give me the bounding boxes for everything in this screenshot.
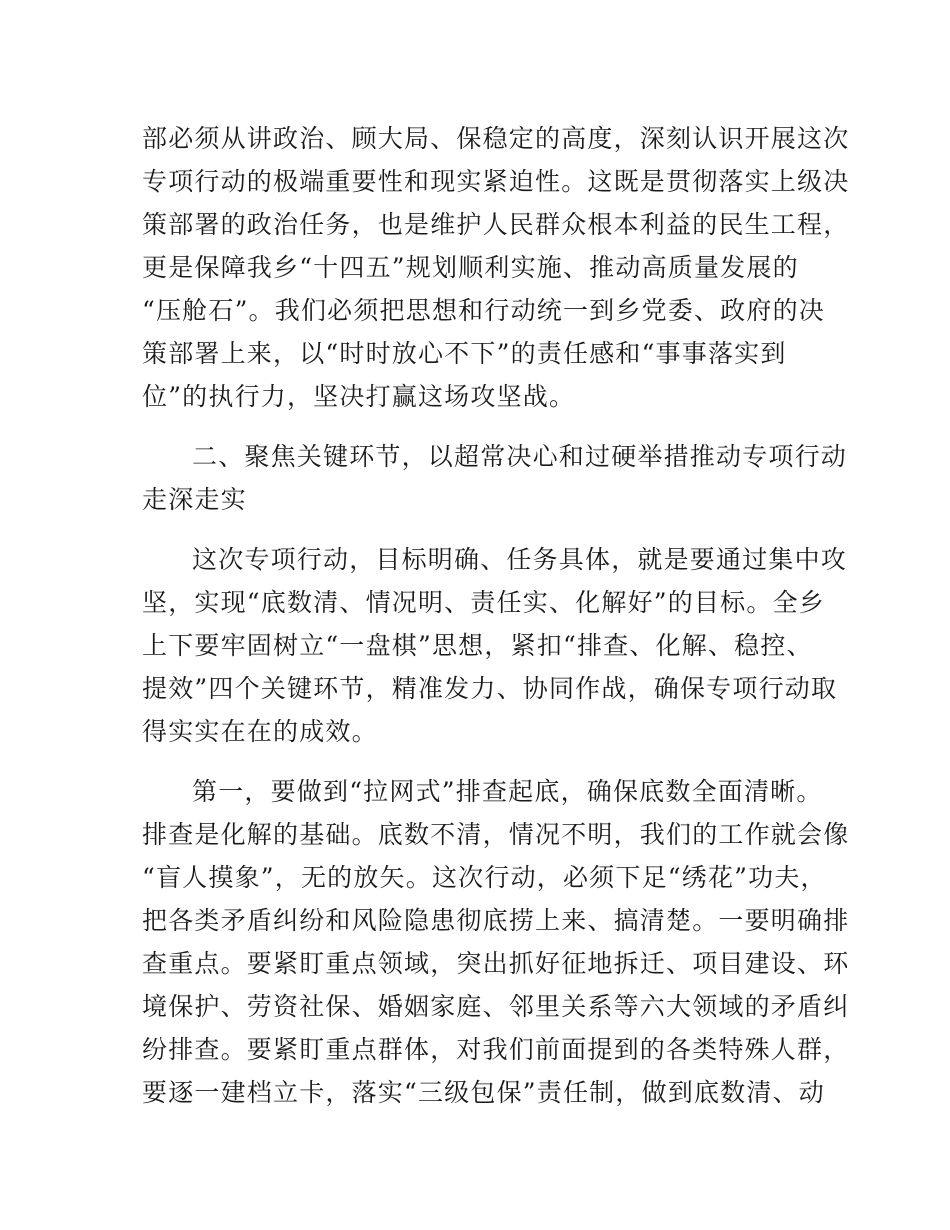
text-line: “压舱石”。我们必须把思想和行动统一到乡党委、政府的决 [142,296,825,325]
text-line: 坚，实现“底数清、情况明、责任实、化解好”的目标。全乡 [142,588,825,617]
section-heading-two [142,435,848,521]
text-line: 查重点。要紧盯重点领域，突出抓好征地拆迁、项目建设、环 [142,949,850,978]
text-line: 得实实在在的成效。 [142,717,378,746]
document-body [142,117,850,1114]
text-line: “盲人摸象”，无的放矢。这次行动，必须下足“绣花”功夫， [142,863,827,892]
text-line: 上下要牢固树立“一盘棋”思想，紧扣“排查、化解、稳控、 [142,631,813,660]
text-line: 要逐一建档立卡，落实“三级包保”责任制，做到底数清、动 [142,1078,825,1107]
text-line: 排查是化解的基础。底数不清，情况不明，我们的工作就会像 [142,820,850,849]
text-line: 部必须从讲政治、顾大局、保稳定的高度，深刻认识开展这次 [142,124,850,153]
paragraph-intro-continuation [142,117,850,418]
paragraph-goal [142,538,848,753]
text-line: 策部署的政治任务，也是维护人民群众根本利益的民生工程， [142,210,850,239]
text-line: 更是保障我乡“十四五”规划顺利实施、推动高质量发展的 [142,253,799,282]
text-line: 专项行动的极端重要性和现实紧迫性。这既是贯彻落实上级决 [142,167,850,196]
text-line: 第一，要做到“拉网式”排查起底，确保底数全面清晰。 [192,777,823,806]
text-line: 策部署上来，以“时时放心不下”的责任感和“事事落实到 [142,339,787,368]
text-line: 境保护、劳资社保、婚姻家庭、邻里关系等六大领域的矛盾纠 [142,992,850,1021]
heading-line: 走深走实 [142,485,247,514]
text-line: 把各类矛盾纠纷和风险隐患彻底捞上来、搞清楚。一要明确排 [142,906,850,935]
heading-line: 二、聚焦关键环节，以超常决心和过硬举措推动专项行动 [192,442,848,471]
text-line: 纷排查。要紧盯重点群体，对我们前面提到的各类特殊人群， [142,1035,850,1064]
paragraph-first-point [142,770,850,1114]
text-line: 位”的执行力，坚决打赢这场攻坚战。 [142,382,576,411]
text-line: 这次专项行动，目标明确、任务具体，就是要通过集中攻 [192,545,848,574]
text-line: 提效”四个关键环节，精准发力、协同作战，确保专项行动取 [142,674,838,703]
